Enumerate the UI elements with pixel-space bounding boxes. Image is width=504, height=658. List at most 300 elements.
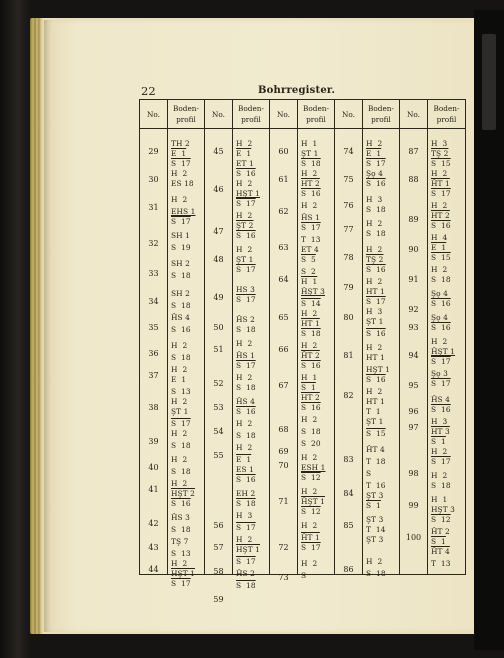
profile-code: H 2 <box>171 559 188 568</box>
row-number: 87 <box>408 147 419 156</box>
profile-code: E 1 <box>366 149 382 158</box>
header-bodenprofil <box>233 100 269 129</box>
profile-code: T 18 <box>366 457 386 466</box>
profile-code: T 1 <box>366 407 381 416</box>
header-bodenprofil <box>428 100 465 129</box>
profile-code: S 17 <box>171 159 191 168</box>
profile-code: ĤS 3 <box>171 513 190 522</box>
profile-code: ĤT 1 <box>301 533 320 542</box>
profile-code: S 19 <box>171 243 191 252</box>
profile-code: ŞT 3 <box>366 515 384 524</box>
profile-code: S 17 <box>236 265 256 274</box>
profile-code: H 2 <box>171 429 188 438</box>
profile-code: H 2 <box>171 169 188 178</box>
row-number: 34 <box>148 297 159 306</box>
row-number: 73 <box>278 573 289 582</box>
row-number: 53 <box>213 403 224 412</box>
scan-right-edge <box>474 10 504 650</box>
profile-code: Şǫ 4 <box>431 313 448 322</box>
profile-code: HT 2 <box>431 211 450 220</box>
row-number: 42 <box>148 519 159 528</box>
row-number: 84 <box>343 489 354 498</box>
profile-code: H 2 <box>236 139 253 148</box>
profile-code: S 17 <box>236 361 256 370</box>
column-profile-body <box>428 129 465 574</box>
profile-code: S 17 <box>171 419 191 428</box>
row-number: 80 <box>343 313 354 322</box>
profile-code: H 2 <box>236 211 253 220</box>
profile-code: SH 2 <box>171 289 190 298</box>
profile-code: H 1 <box>301 277 318 286</box>
profile-code: H 2 <box>236 245 253 254</box>
profile-code: S 17 <box>236 557 256 566</box>
profile-code: TŞ 7 <box>171 537 189 546</box>
profile-code: H 2 <box>236 373 253 382</box>
profile-code: H 2 <box>236 419 253 428</box>
profile-code: HT 3 <box>431 427 450 436</box>
profile-code: H 2 <box>431 201 448 210</box>
profile-code: ŞT 2 <box>236 221 254 230</box>
profile-code: E 1 <box>236 149 252 158</box>
row-number: 45 <box>213 147 224 156</box>
profile-code: H 2 <box>236 443 253 452</box>
profile-code: S 18 <box>236 431 256 440</box>
row-number: 71 <box>278 497 289 506</box>
row-number: 51 <box>213 345 224 354</box>
profile-code: S 16 <box>236 231 256 240</box>
row-number: 72 <box>278 543 289 552</box>
profile-code: S 16 <box>236 475 256 484</box>
column-no-body <box>205 129 232 604</box>
profile-code: S 18 <box>431 481 451 490</box>
profile-code: H 3 <box>236 511 253 520</box>
row-number: 59 <box>213 595 224 604</box>
header-profile-line2: profil <box>306 115 326 124</box>
profile-code: H 2 <box>301 453 318 462</box>
column-bodenprofil-1 <box>168 100 205 588</box>
profile-code: S 18 <box>171 467 191 476</box>
row-number: 86 <box>343 565 354 574</box>
row-number: 93 <box>408 323 419 332</box>
profile-code: S 15 <box>431 159 451 168</box>
profile-code: H 1 <box>301 373 318 382</box>
profile-code: T 14 <box>366 525 386 534</box>
row-number: 32 <box>148 239 159 248</box>
profile-code: S 12 <box>301 473 321 482</box>
profile-code: H 3 <box>366 195 383 204</box>
column-bodenprofil-3 <box>298 100 335 580</box>
column-no-1 <box>140 100 168 574</box>
profile-code: ESH 1 <box>301 463 326 472</box>
row-number: 92 <box>408 305 419 314</box>
profile-code: S 2 <box>301 267 316 276</box>
profile-code: S 16 <box>171 325 191 334</box>
header-no-label: No. <box>407 109 420 119</box>
profile-code: S 13 <box>171 549 191 558</box>
profile-code: ES 1 <box>236 465 254 474</box>
profile-code: ŞT 3 <box>366 535 384 544</box>
row-number: 81 <box>343 351 354 360</box>
profile-code: S 18 <box>171 271 191 280</box>
header-profile-line2: profil <box>371 115 391 124</box>
row-number: 97 <box>408 423 419 432</box>
header-no <box>140 100 167 129</box>
row-number: 91 <box>408 275 419 284</box>
profile-code: S 17 <box>366 297 386 306</box>
row-number: 76 <box>343 201 354 210</box>
column-bodenprofil-5 <box>428 100 465 574</box>
profile-code: H 2 <box>301 521 318 530</box>
row-number: 61 <box>278 175 289 184</box>
profile-code: S 17 <box>301 223 321 232</box>
profile-code: H 3 <box>431 417 448 426</box>
profile-code: Şǫ 3 <box>431 369 448 378</box>
profile-code: HŞT 1 <box>366 365 390 374</box>
column-profile-body <box>233 129 269 590</box>
column-no-2 <box>205 100 233 604</box>
profile-code: TŞ 2 <box>431 149 449 158</box>
profile-code: HS 3 <box>236 285 255 294</box>
profile-code: S 18 <box>236 325 256 334</box>
profile-code: TH 2 <box>171 139 190 148</box>
profile-code: H 4 <box>431 233 448 242</box>
row-number: 74 <box>343 147 354 156</box>
row-number: 88 <box>408 175 419 184</box>
profile-code: H 2 <box>301 487 318 496</box>
profile-code: S 18 <box>171 301 191 310</box>
header-no <box>335 100 362 129</box>
profile-code: ĤS 4 <box>431 395 450 404</box>
profile-code: SH 1 <box>171 231 190 240</box>
row-number: 33 <box>148 269 159 278</box>
profile-code: S 16 <box>301 403 321 412</box>
profile-code: S 1 <box>301 383 316 392</box>
profile-code: S 18 <box>236 581 256 590</box>
profile-code: EH 2 <box>236 489 256 498</box>
profile-code: S 12 <box>301 507 321 516</box>
row-number: 60 <box>278 147 289 156</box>
profile-code: ŞT 1 <box>171 407 189 416</box>
profile-code: H 2 <box>236 535 253 544</box>
profile-code: ĤT 4 <box>431 547 450 556</box>
row-number: 38 <box>148 403 159 412</box>
row-number: 78 <box>343 253 354 262</box>
profile-code: ĤS 4 <box>236 397 255 406</box>
row-number: 58 <box>213 567 224 576</box>
profile-code: H 2 <box>431 337 448 346</box>
profile-code: S 16 <box>301 189 321 198</box>
header-no-label: No. <box>212 109 225 119</box>
header-profile-line1: Boden- <box>238 104 264 113</box>
header-profile-line1: Boden- <box>368 104 394 113</box>
profile-code: HT 1 <box>301 319 320 328</box>
profile-code: H 2 <box>236 179 253 188</box>
profile-code: S 18 <box>236 499 256 508</box>
profile-code: H 2 <box>366 557 383 566</box>
profile-code: H 2 <box>301 341 318 350</box>
header-profile-line1: Boden- <box>433 104 460 113</box>
profile-code: S 18 <box>171 441 191 450</box>
profile-code: Şǫ 4 <box>366 169 383 178</box>
row-number: 65 <box>278 313 289 322</box>
profile-code: S 18 <box>366 205 386 214</box>
profile-code: H 2 <box>301 415 318 424</box>
profile-code: ĤT 1 <box>431 179 450 188</box>
row-number: 63 <box>278 243 289 252</box>
row-number: 46 <box>213 185 224 194</box>
profile-code: S 17 <box>236 523 256 532</box>
profile-code: ĤT 2 <box>301 351 320 360</box>
profile-code: S 16 <box>366 265 386 274</box>
profile-code: H 2 <box>171 365 188 374</box>
row-number: 64 <box>278 275 289 284</box>
profile-code: ŞT 1 <box>236 255 254 264</box>
profile-code: H 2 <box>431 471 448 480</box>
profile-code: S 18 <box>301 329 321 338</box>
profile-code: HŞT 2 <box>171 489 195 498</box>
profile-code: HT 2 <box>301 179 320 188</box>
profile-code: SH 2 <box>171 259 190 268</box>
column-no-5 <box>400 100 428 574</box>
column-profile-body <box>298 129 334 580</box>
profile-code: H 2 <box>301 201 318 210</box>
profile-code: S 18 <box>431 275 451 284</box>
profile-code: H 2 <box>236 339 253 348</box>
profile-code: S 16 <box>236 169 256 178</box>
profile-code: HŞT 1 <box>236 545 260 554</box>
profile-code: S 18 <box>366 569 386 578</box>
row-number: 56 <box>213 521 224 530</box>
profile-code: H 2 <box>171 341 188 350</box>
header-bodenprofil <box>363 100 399 129</box>
profile-code: H 2 <box>366 387 383 396</box>
profile-code: S 16 <box>366 179 386 188</box>
column-no-3 <box>270 100 298 582</box>
profile-code: HŞT 1 <box>236 189 260 198</box>
column-no-body <box>335 129 362 574</box>
profile-code: Şǫ 4 <box>431 289 448 298</box>
profile-code: S 17 <box>171 579 191 588</box>
row-number: 95 <box>408 381 419 390</box>
row-number: 70 <box>278 461 289 470</box>
row-number: 31 <box>148 203 159 212</box>
profile-code: H 1 <box>431 495 448 504</box>
header-no-label: No. <box>147 109 160 119</box>
profile-code: HT 1 <box>366 287 385 296</box>
profile-code: ĤS 2 <box>236 569 255 578</box>
header-profile-line1: Boden- <box>173 104 199 113</box>
profile-code: S 16 <box>236 407 256 416</box>
row-number: 48 <box>213 255 224 264</box>
row-number: 66 <box>278 345 289 354</box>
profile-code: S <box>366 469 372 478</box>
profile-code: S 18 <box>301 427 321 436</box>
profile-code: S 1 <box>431 537 446 546</box>
profile-code: H 1 <box>301 139 318 148</box>
row-number: 36 <box>148 349 159 358</box>
profile-code: S 18 <box>366 229 386 238</box>
profile-code: S 18 <box>301 159 321 168</box>
column-profile-body <box>168 129 204 588</box>
row-number: 35 <box>148 323 159 332</box>
header-no <box>270 100 297 129</box>
row-number: 41 <box>148 485 159 494</box>
profile-code: H 2 <box>171 479 188 488</box>
row-number: 96 <box>408 407 419 416</box>
profile-code: HŞT 1 <box>171 569 195 578</box>
profile-code: H 2 <box>171 397 188 406</box>
profile-code: S 16 <box>366 375 386 384</box>
header-bodenprofil <box>168 100 204 129</box>
scan-edge-tab <box>482 34 496 130</box>
profile-code: ĤŞT 3 <box>301 287 325 296</box>
profile-code: S 17 <box>431 189 451 198</box>
profile-code: H 3 <box>366 307 383 316</box>
row-number: 55 <box>213 451 224 460</box>
profile-code: S 16 <box>171 499 191 508</box>
column-no-body <box>270 129 297 582</box>
profile-code: ŞT 1 <box>301 149 319 158</box>
profile-code: S 18 <box>171 353 191 362</box>
row-number: 85 <box>343 521 354 530</box>
row-number: 79 <box>343 283 354 292</box>
row-number: 50 <box>213 323 224 332</box>
column-bodenprofil-4 <box>363 100 400 578</box>
profile-code: H 3 <box>431 139 448 148</box>
profile-code: S 1 <box>366 501 381 510</box>
profile-code: ĤT 2 <box>431 527 450 536</box>
row-number: 29 <box>148 147 159 156</box>
row-number: 43 <box>148 543 159 552</box>
profile-code: S 5 <box>301 255 316 264</box>
profile-code: S 18 <box>236 383 256 392</box>
row-number: 94 <box>408 351 419 360</box>
header-no <box>205 100 232 129</box>
profile-code: E 1 <box>171 149 187 158</box>
profile-code: S 16 <box>431 299 451 308</box>
row-number: 89 <box>408 215 419 224</box>
profile-code: S 17 <box>236 295 256 304</box>
profile-code: S 17 <box>236 199 256 208</box>
header-no <box>400 100 427 129</box>
page-number: 22 <box>141 84 156 98</box>
profile-code: S 1 <box>431 437 446 446</box>
profile-code: H 2 <box>171 455 188 464</box>
row-number: 37 <box>148 371 159 380</box>
profile-code: E 1 <box>236 455 252 464</box>
profile-code: S 15 <box>431 253 451 262</box>
profile-code: S 16 <box>431 323 451 332</box>
row-number: 75 <box>343 175 354 184</box>
profile-code: ĤS 1 <box>236 351 255 360</box>
column-bodenprofil-2 <box>233 100 270 590</box>
column-no-body <box>140 129 167 574</box>
row-number: 39 <box>148 437 159 446</box>
profile-code: ES 18 <box>171 179 194 188</box>
profile-code: ET 4 <box>301 245 319 254</box>
row-number: 44 <box>148 565 159 574</box>
profile-code: ĤŞT 1 <box>301 497 325 506</box>
profile-code: S 17 <box>301 543 321 552</box>
profile-code: HT 2 <box>301 393 320 402</box>
profile-code: S 16 <box>431 405 451 414</box>
row-number: 49 <box>213 293 224 302</box>
header-no-label: No. <box>342 109 355 119</box>
row-number: 98 <box>408 469 419 478</box>
profile-code: S 13 <box>171 387 191 396</box>
page-title: Bohrregister. <box>258 85 336 96</box>
profile-code: HŞT 3 <box>431 505 455 514</box>
book-spine <box>0 0 32 658</box>
profile-code: EHS 1 <box>171 207 196 216</box>
profile-code: H 2 <box>366 219 383 228</box>
header-bodenprofil <box>298 100 334 129</box>
profile-code: S 17 <box>171 217 191 226</box>
row-number: 90 <box>408 245 419 254</box>
profile-code: T 16 <box>366 481 386 490</box>
profile-code: S 12 <box>431 515 451 524</box>
row-number: 69 <box>278 447 289 456</box>
profile-code: S 17 <box>431 379 451 388</box>
profile-code: H 2 <box>431 169 448 178</box>
profile-code: ĤŞT 1 <box>431 347 455 356</box>
profile-code: S 16 <box>301 361 321 370</box>
profile-code: ET 1 <box>236 159 254 168</box>
profile-code: ŞT 3 <box>366 491 384 500</box>
profile-code: S 15 <box>366 429 386 438</box>
profile-code: H 2 <box>366 139 383 148</box>
profile-code: S 17 <box>431 357 451 366</box>
profile-code: ĤS 2 <box>236 315 255 324</box>
row-number: 83 <box>343 455 354 464</box>
profile-code: ŞT 1 <box>366 417 384 426</box>
profile-code: S 14 <box>301 299 321 308</box>
row-number: 99 <box>408 501 419 510</box>
row-number: 62 <box>278 207 289 216</box>
row-number: 100 <box>405 533 422 542</box>
profile-code: H 2 <box>366 245 383 254</box>
column-no-body <box>400 129 427 574</box>
row-number: 67 <box>278 381 289 390</box>
profile-code: S 16 <box>431 221 451 230</box>
profile-code: H 2 <box>431 447 448 456</box>
profile-code: H 2 <box>301 309 318 318</box>
bore-register-table <box>139 99 466 604</box>
profile-code: ĤS 4 <box>171 313 190 322</box>
row-number: 68 <box>278 425 289 434</box>
profile-code: H 2 <box>301 559 318 568</box>
profile-code: T 13 <box>431 559 451 568</box>
profile-code: S 18 <box>171 525 191 534</box>
header-no-label: No. <box>277 109 290 119</box>
row-number: 77 <box>343 225 354 234</box>
profile-code: E 1 <box>431 243 447 252</box>
profile-code: TŞ 2 <box>366 255 384 264</box>
row-number: 52 <box>213 379 224 388</box>
profile-code: S 17 <box>366 159 386 168</box>
profile-code: H 2 <box>366 343 383 352</box>
row-number: 40 <box>148 463 159 472</box>
profile-code: S <box>301 571 307 580</box>
profile-code: S 20 <box>301 439 321 448</box>
header-profile-line2: profil <box>241 115 261 124</box>
profile-code: ŞT 1 <box>366 317 384 326</box>
profile-code: H 2 <box>171 195 188 204</box>
row-number: 82 <box>343 391 354 400</box>
profile-code: HT 1 <box>366 397 385 406</box>
row-number: 57 <box>213 543 224 552</box>
header-profile-line1: Boden- <box>303 104 329 113</box>
